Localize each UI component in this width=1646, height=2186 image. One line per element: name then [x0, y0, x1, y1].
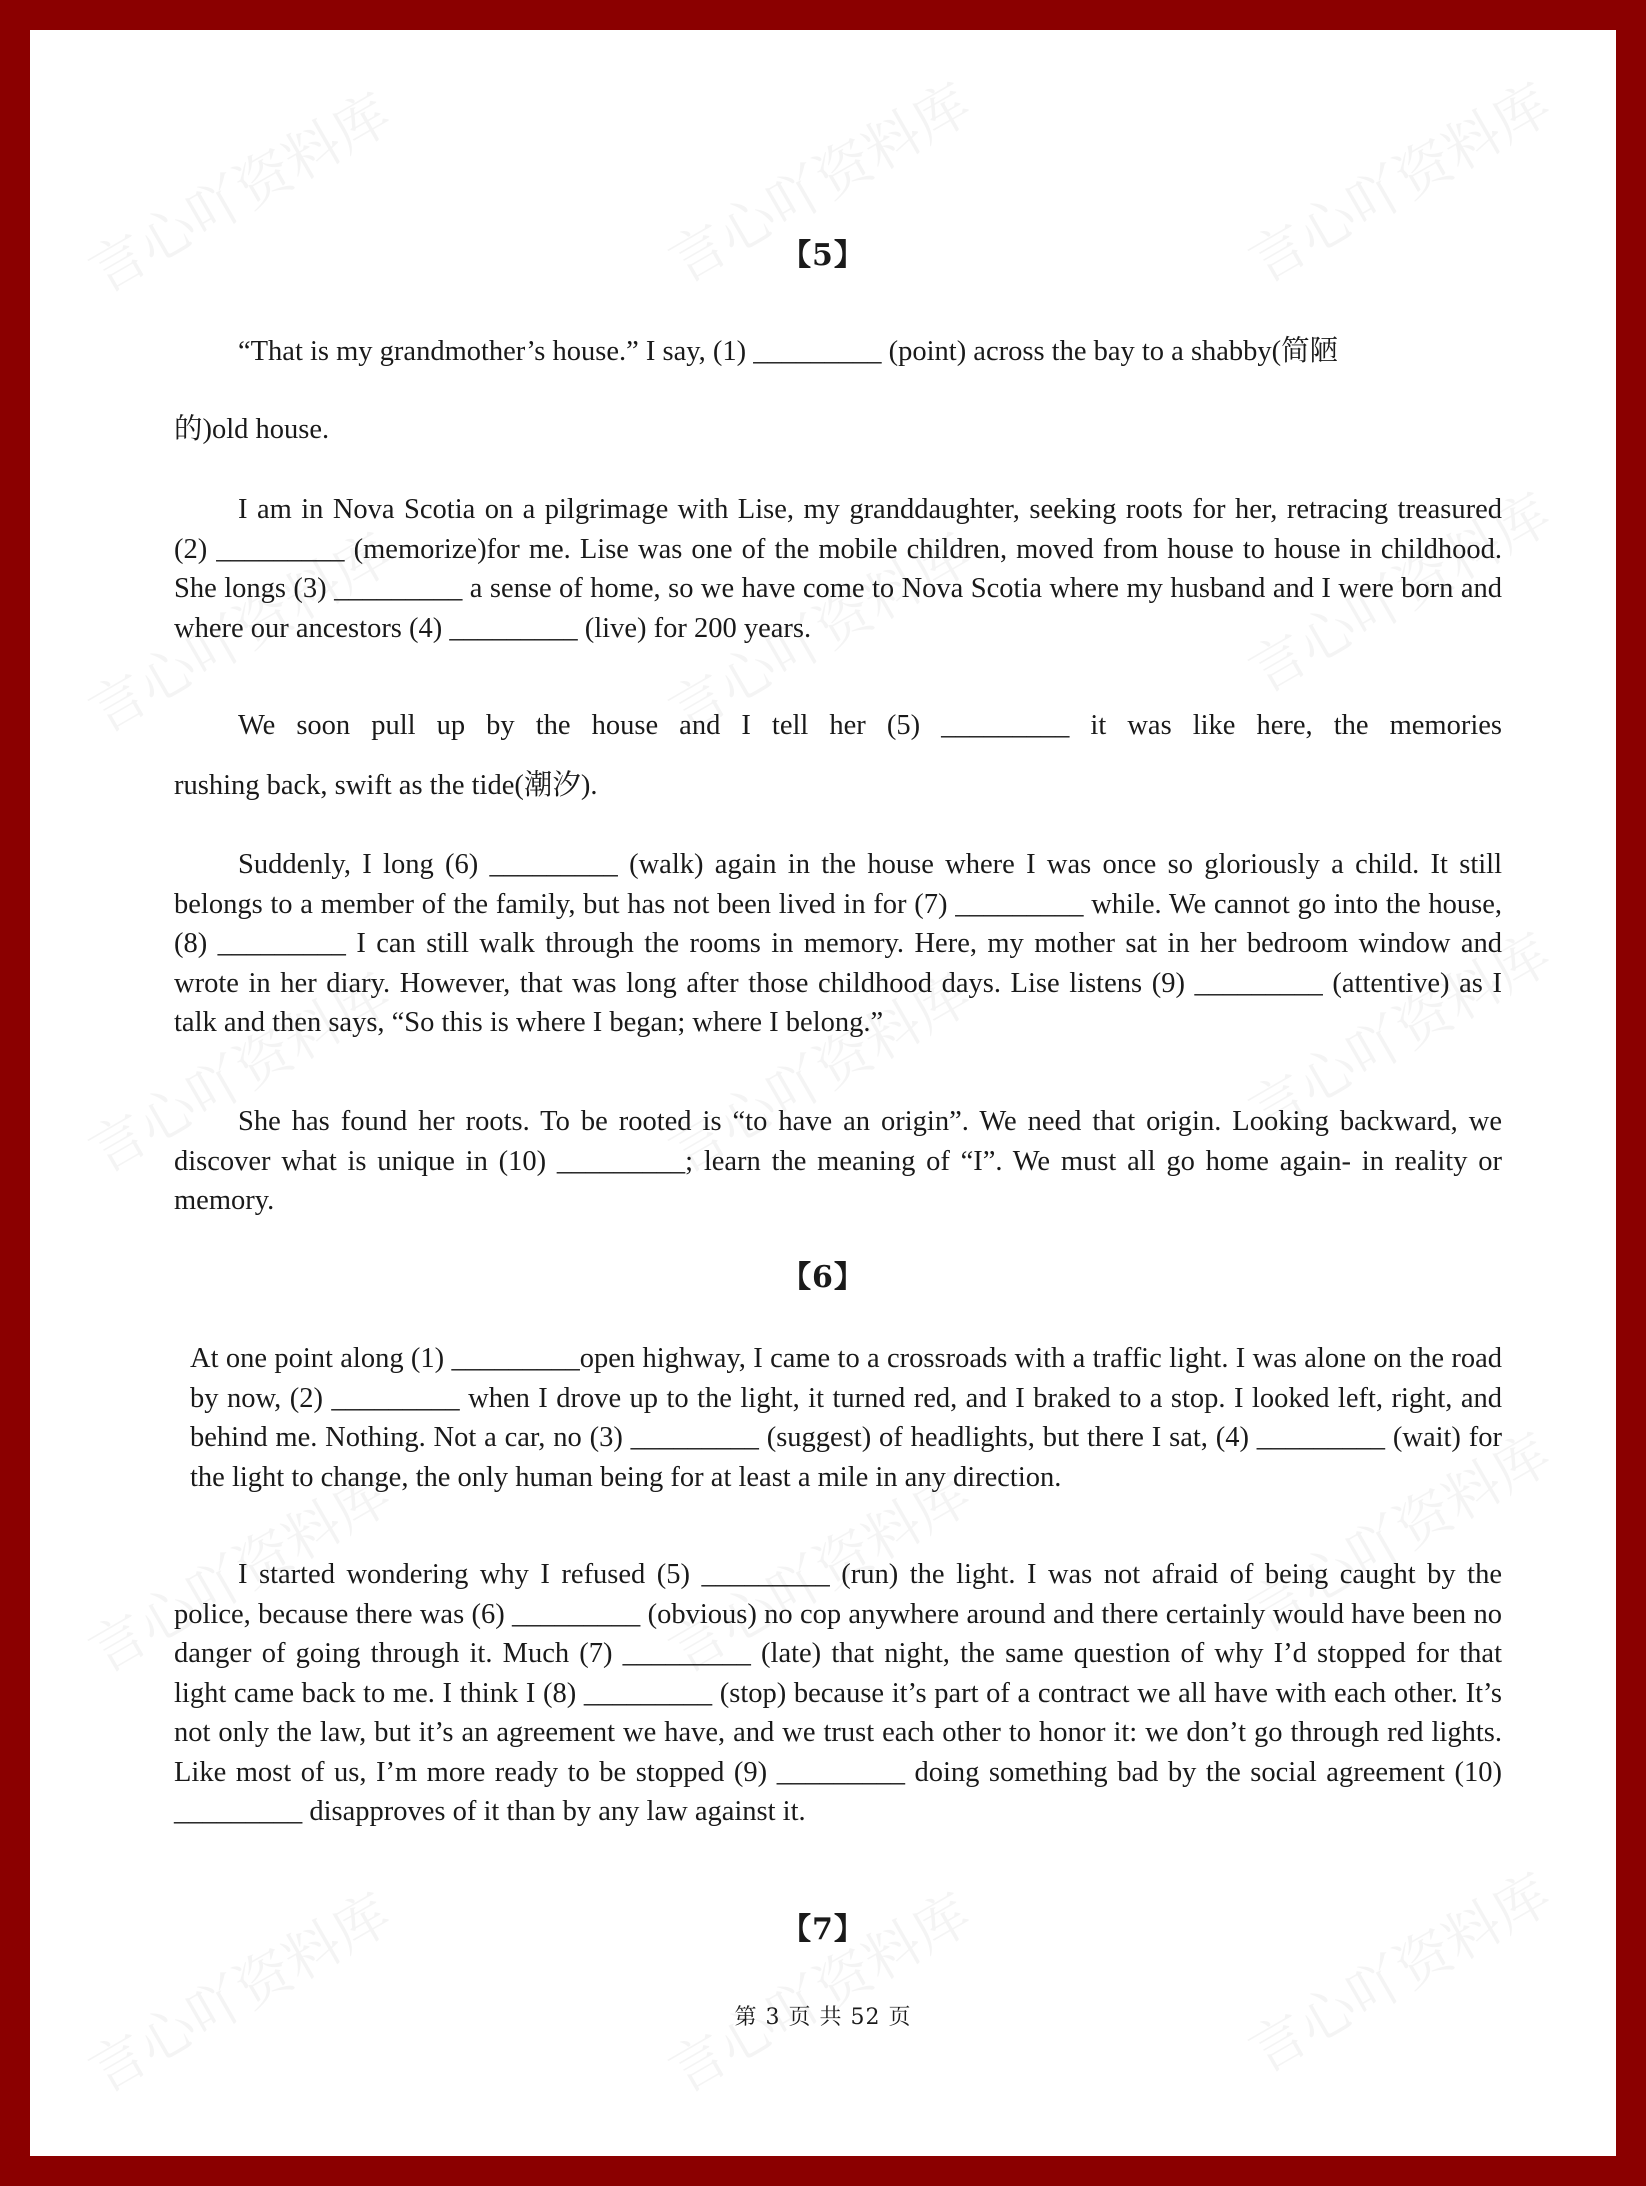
- section-7-heading: 【7】: [781, 1912, 865, 1947]
- section-6-heading: 【6】: [781, 1260, 865, 1295]
- section-5-para-3: We soon pull up by the house and I tell her (5) _________ it was like here, the memories: [238, 710, 1502, 741]
- section-5-para-1-cont: 的)old house.: [174, 414, 330, 445]
- section-5-para-5: She has found her roots. To be rooted is “to have an origin”. We need that origin. Looking backward, we discover what is unique in (10) _________; learn the meaning of “I”. We must all go home again- in reality or memory.: [174, 1106, 1502, 1216]
- section-5-para-1: “That is my grandmother’s house.” I say, (1) _________ (point) across the bay to a shabby(简陋: [238, 336, 1339, 367]
- page-number-footer: 第 3 页 共 52 页: [734, 2005, 912, 2030]
- section-5-para-3-cont: rushing back, swift as the tide(潮汐).: [174, 770, 598, 801]
- section-6-para-2: I started wondering why I refused (5) _________ (run) the light. I was not afraid of being caught by the police, because there was (6) _________ (obvious) no cop anywhere around and there certainly would have been no danger of going through it. Much (7) _________ (late) that night, the same question of why I’d stopped for that light came back to me. I think I (8) _________ (stop) because it’s part of a contract we all have with each other. It’s not only the law, but it’s an agreement we have, and we trust each other to honor it: we don’t go through red lights. Like most of us, I’m more ready to be stopped (9) _________ doing something bad by the social agreement (10) _________ disapproves of it than by any law against it.: [174, 1559, 1502, 1827]
- document-page: [30, 30, 1616, 2156]
- section-5-heading: 【5】: [781, 238, 865, 273]
- watermark: [1233, 1851, 1564, 2088]
- section-6-para-1: At one point along (1) _________open highway, I came to a crossroads with a traffic light. I was alone on the road by now, (2) _________ when I drove up to the light, it turned red, and I braked to a stop. I looked left, right, and behind me. Nothing. Not a car, no (3) _________ (suggest) of headlights, but there I sat, (4) _________ (wait) for the light to change, the only human being for at least a mile in any direction.: [190, 1343, 1502, 1493]
- section-5-para-2: I am in Nova Scotia on a pilgrimage with Lise, my granddaughter, seeking roots for her, retracing treasured (2) _________ (memorize)for me. Lise was one of the mobile children, moved from house to house in childhood. She longs (3) _________ a sense of home, so we have come to Nova Scotia where my husband and I were born and where our ancestors (4) _________ (live) for 200 years.: [174, 494, 1502, 644]
- section-5-para-4: Suddenly, I long (6) _________ (walk) again in the house where I was once so gloriously a child. It still belongs to a member of the family, but has not been lived in for (7) _________ while. We cannot go into the house, (8) _________ I can still walk through the rooms in memory. Here, my mother sat in her bedroom window and wrote in her diary. However, that was long after those childhood days. Lise listens (9) _________ (attentive) as I talk and then says, “So this is where I began; where I belong.”: [174, 849, 1502, 1038]
